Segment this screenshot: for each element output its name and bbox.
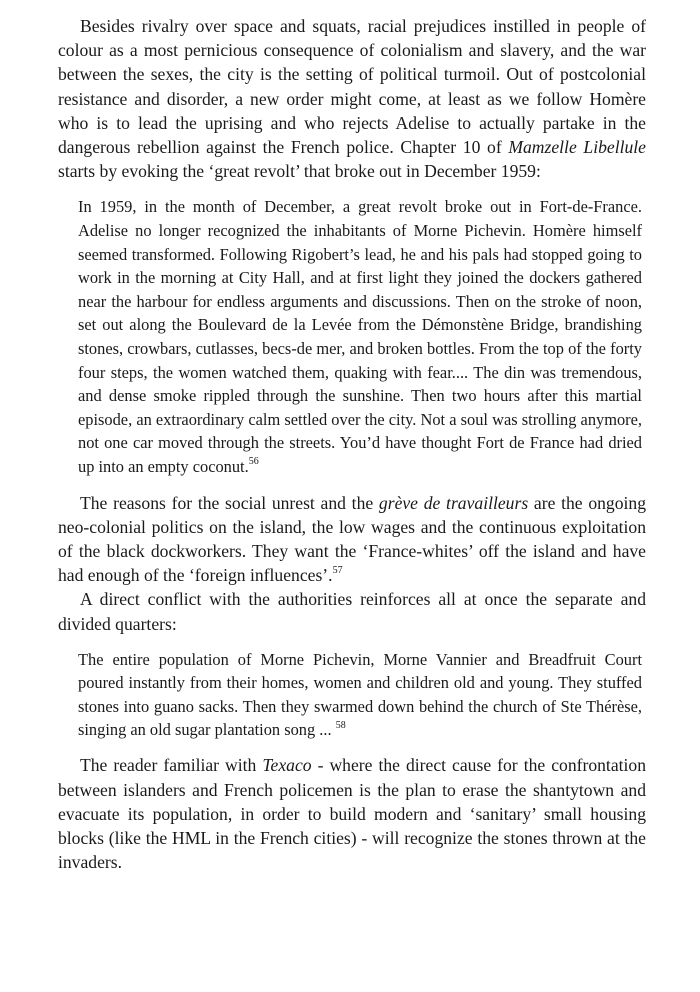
block-quote-population	[58, 648, 646, 742]
block-quote-revolt	[58, 195, 646, 478]
document-page	[58, 14, 646, 874]
paragraph-reasons	[58, 491, 646, 588]
footnote-ref-57: 57	[332, 565, 343, 577]
block-quote-revolt-text: In 1959, in the month of December, a great revolt broke out in Fort-de-France. Adelise no longer recognized the inhabitants of Morne Pichevin. Homère himself seemed transformed. Following Rigobert’s lead, he and his pals had stopped going to work in the morning at City Hall, and at first light they joined the dockers gathered near the harbour for endless arguments and discussions. Then on the stroke of noon, set out along the Boulevard de la Levée from the Démonstène Bridge, brandishing stones, crowbars, cutlasses, becs-de mer, and broken bottles. From the top of the forty four steps, the women watched them, quaking with fear.... The din was tremendous, and dense smoke rippled through the sunshine. Then two hours after this martial episode, an extraordinary calm settled over the city. Not a soul was strolling anymore, not one car moved through the streets. You’d have thought Fort de France had dried up into an empty coconut.	[78, 197, 642, 476]
paragraph-intro-text: Besides rivalry over space and squats, racial prejudices instilled in people of colour as a most pernicious consequence of colonialism and slavery, and the war between the sexes, the city is the setting of political turmoil. Out of postcolonial resistance and disorder, a new order might come, at least as we follow Homère who is to lead the uprising and who rejects Adelise to actually partake in the dangerous rebellion against the French police. Chapter 10 of	[58, 16, 646, 158]
paragraph-intro	[58, 14, 646, 183]
texaco-title: Texaco	[262, 755, 312, 776]
footnote-ref-56: 56	[248, 456, 259, 468]
greve-term: grève de travailleurs	[378, 492, 529, 513]
paragraph-conflict-text: A direct conflict with the authorities reinforces all at once the separate and divided quarters:	[58, 589, 646, 634]
block-quote-population-text: The entire population of Morne Pichevin, Morne Vannier and Breadfruit Court poured instantly from their homes, women and children old and young. They stuffed stones into guano sacks. Then they swarmed down behind the church of Ste Thérèse, singing an old sugar plantation song ...	[78, 649, 642, 739]
paragraph-reasons-text: The reasons for the social unrest and the	[80, 492, 379, 513]
paragraph-texaco	[58, 753, 646, 874]
paragraph-texaco-tail: - where the direct cause for the confrontation between islanders and French policemen is the plan to erase the shantytown and evacuate its population, in order to build modern and ‘sanitary’ small housing blocks (like the HML in the French cities) - will recognize the stones thrown at the invaders.	[58, 755, 646, 873]
paragraph-reasons-tail: are the ongoing neo-colonial politics on the island, the low wages and the continuous exploitation of the black dockworkers. They want the ‘France-whites’ off the island and have had enough of the ‘foreign influences’.	[58, 492, 647, 586]
footnote-ref-58: 58	[335, 719, 346, 731]
paragraph-intro-tail: starts by evoking the ‘great revolt’ that broke out in December 1959:	[58, 161, 541, 182]
book-title: Mamzelle Libellule	[508, 137, 646, 158]
paragraph-conflict	[58, 587, 646, 635]
paragraph-texaco-text: The reader familiar with	[80, 755, 263, 776]
